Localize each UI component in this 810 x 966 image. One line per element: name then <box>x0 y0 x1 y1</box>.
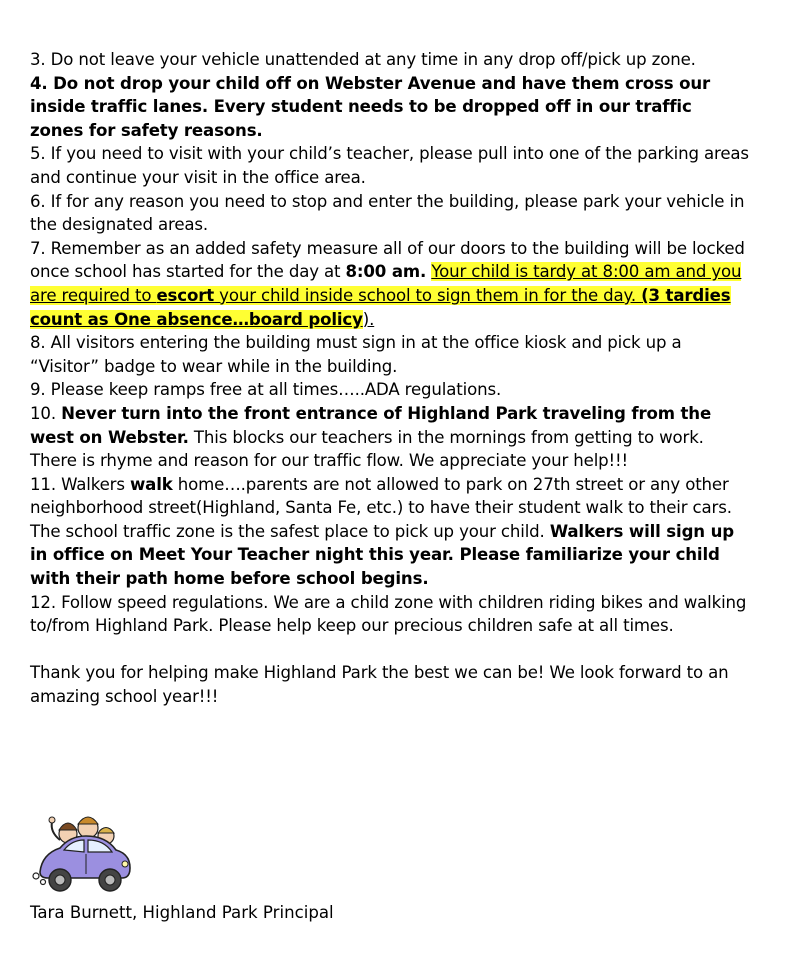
tardy-policy-close: ). <box>362 309 375 329</box>
family-car-icon <box>30 806 136 894</box>
item-10 <box>30 402 750 473</box>
tardy-sign-in: your child inside school to sign them in for the day. <box>214 285 642 305</box>
item-12: 12. Follow speed regulations. We are a child zone with children riding bikes and walking to/from Highland Park. Please help keep our precious children safe at all times. <box>30 592 747 636</box>
tardy-policy: (3 tardies count as One absence…board policy <box>30 285 731 329</box>
tardy-escort: escort <box>156 285 215 305</box>
signature: Tara Burnett, Highland Park Principal <box>30 903 334 922</box>
item-10-warning: Never turn into the front entrance of Highland Park traveling from the west on Webster. <box>30 403 712 447</box>
item-7 <box>30 237 750 331</box>
item-4: 4. Do not drop your child off on Webster Avenue and have them cross our inside traffic lanes. Every student needs to be dropped off in our traffic zones for safety reasons. <box>30 73 711 140</box>
item-10-text: This blocks our teachers in the mornings from getting to work. There is rhyme and reason for our traffic flow. We appreciate your help!!! <box>30 427 704 471</box>
item-8: 8. All visitors entering the building must sign in at the office kiosk and pick up a “Visitor” badge to wear while in the building. <box>30 333 682 376</box>
item-11 <box>30 473 750 591</box>
item-9: 9. Please keep ramps free at all times…..ADA regulations. <box>30 380 502 400</box>
item-7-text: 7. Remember as an added safety measure all of our doors to the building will be locked once school has started for the day at <box>30 238 745 282</box>
letter-body <box>30 48 750 709</box>
item-11-signup: Walkers will sign up in office on Meet Your Teacher night this year. Please familiarize your child with their path home before school begins. <box>30 521 734 589</box>
item-10-number: 10. <box>30 403 62 423</box>
item-11-walk: walk <box>129 474 173 494</box>
item-11-text-b: home….parents are not allowed to park on 27th street or any other neighborhood street(Highland, Santa Fe, etc.) to have their student walk to their cars. The school traffic zone is the safest place to pick up your child. <box>30 474 732 541</box>
closing-text: Thank you for helping make Highland Park the best we can be! We look forward to an amazing school year!!! <box>30 663 729 707</box>
tardy-notice: Your child is tardy at 8:00 am and you are required to <box>30 262 742 305</box>
item-11-text-a: 11. Walkers <box>30 474 130 494</box>
item-6: 6. If for any reason you need to stop and enter the building, please park your vehicle in the designated areas. <box>30 191 745 235</box>
paragraph-gap <box>30 638 750 662</box>
item-7-time: 8:00 am. <box>345 262 427 282</box>
item-3: 3. Do not leave your vehicle unattended at any time in any drop off/pick up zone. <box>30 50 696 69</box>
item-5: 5. If you need to visit with your child’s teacher, please pull into one of the parking areas and continue your visit in the office area. <box>30 144 749 187</box>
